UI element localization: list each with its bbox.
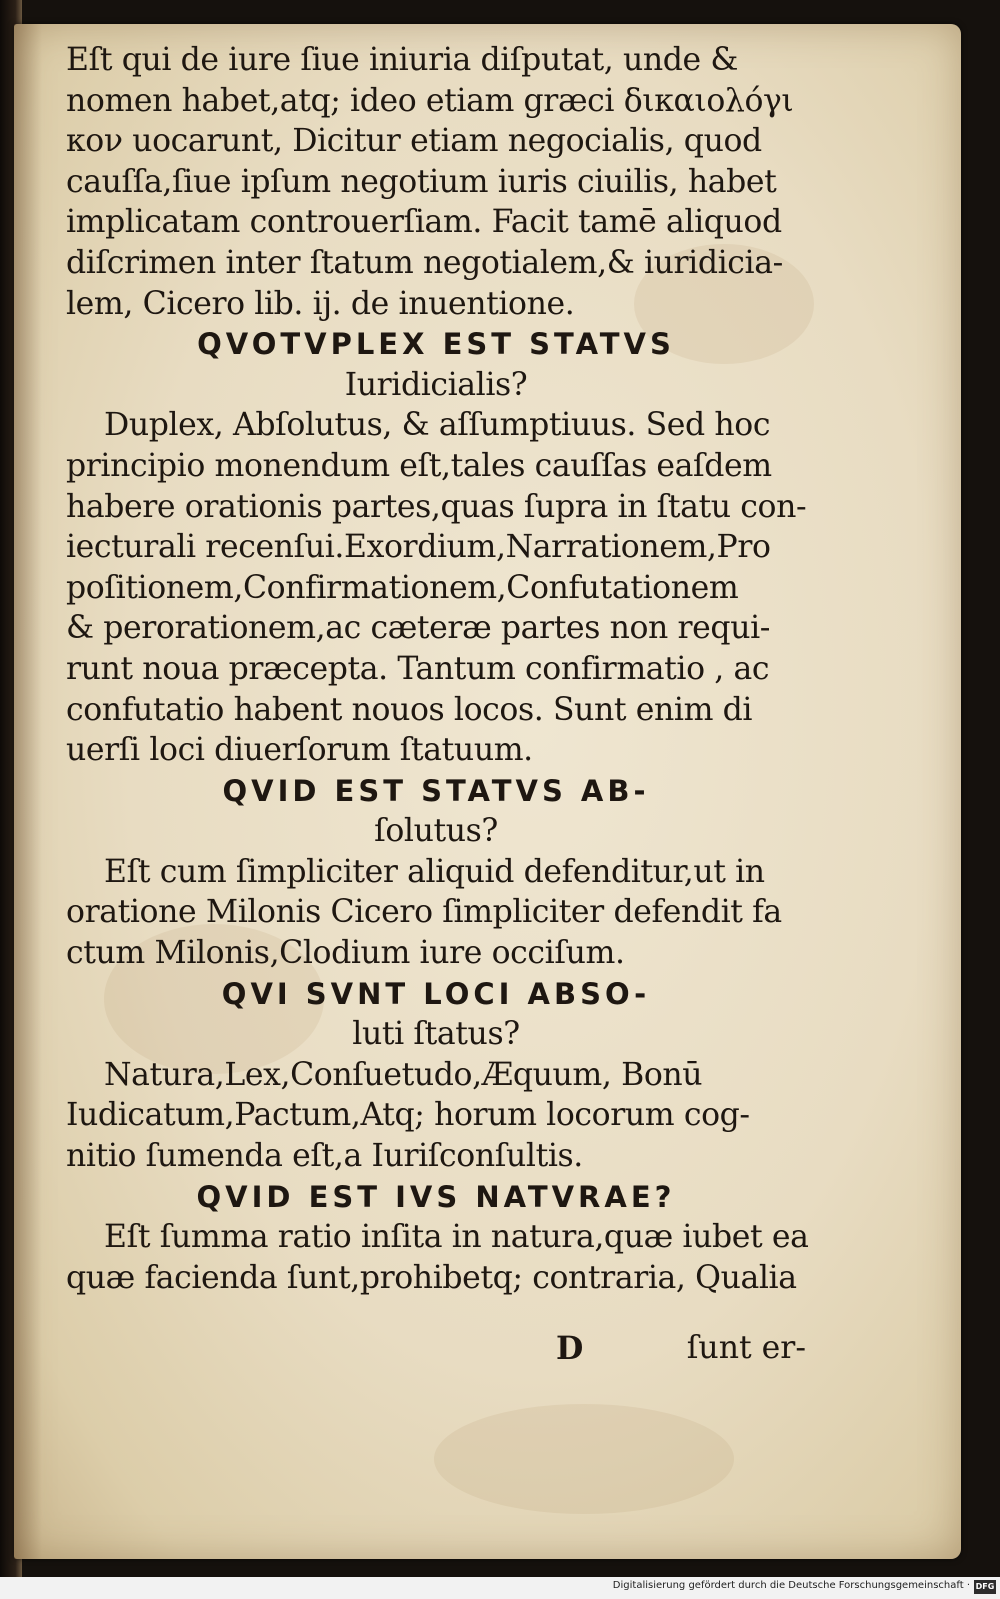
section-heading: QVID EST STATVS AB-: [222, 773, 650, 808]
section-heading-continued: luti ſtatus?: [352, 1016, 520, 1053]
funding-note: Digitalisierung gefördert durch die Deutsche Forschungsgemeinschaft ·: [612, 1580, 970, 1591]
text-line: nitio ſumenda eſt,a Iuriſconſultis.: [66, 1138, 583, 1175]
dfg-logo-icon: DFG: [974, 1580, 996, 1594]
text-block: [66, 40, 809, 1298]
text-line: κον uocarunt, Dicitur etiam negocialis, quod: [66, 123, 762, 160]
text-line: & perorationem,ac cæteræ partes non requi-: [66, 610, 770, 647]
section-heading: QVID EST IVS NATVRAE?: [196, 1179, 676, 1214]
section-heading: QVOTVPLEX EST STATVS: [197, 327, 675, 362]
text-line: diſcrimen inter ſtatum negotialem,& iuridicia-: [66, 244, 783, 281]
page-foot: [66, 1330, 806, 1374]
text-line: confutatio habent nouos locos. Sunt enim di: [66, 691, 753, 728]
section-heading-continued: ſolutus?: [374, 813, 498, 850]
signature-mark: D: [556, 1330, 584, 1367]
text-line: habere orationis partes,quas ſupra in ſtatu con-: [66, 488, 807, 525]
digitization-footer: [0, 1577, 1000, 1599]
text-line: cauſſa,ſiue ipſum negotium iuris ciuilis, habet: [66, 163, 777, 200]
text-line: Duplex, Abſolutus, & aſſumptiuus. Sed hoc: [104, 407, 771, 444]
text-line: Natura,Lex,Conſuetudo,Æquum, Bonū: [104, 1056, 703, 1093]
text-line: nomen habet,atq; ideo etiam græci δικαιολόγι: [66, 82, 794, 119]
section-heading: QVI SVNT LOCI ABSO-: [221, 976, 651, 1011]
text-line: oratione Milonis Cicero ſimpliciter defendit fa: [66, 894, 782, 931]
text-line: lem, Cicero lib. ij. de inuentione.: [66, 285, 575, 322]
text-line: Iudicatum,Pactum,Atq; horum locorum cog-: [66, 1097, 750, 1134]
text-line: ctum Milonis,Clodium iure occiſum.: [66, 935, 625, 972]
text-line: quæ facienda ſunt,prohibetq; contraria, Qualia: [66, 1259, 797, 1296]
catchword: ſunt er-: [686, 1330, 806, 1366]
text-line: uerſi loci diuerſorum ſtatuum.: [66, 732, 533, 769]
text-line: Eſt ſumma ratio inſita in natura,quæ iubet ea: [104, 1219, 809, 1256]
text-line: Eſt cum ſimpliciter aliquid defenditur,ut in: [104, 853, 765, 890]
paper-stain: [434, 1404, 734, 1514]
text-line: iecturali recenſui.Exordium,Narrationem,Pro: [66, 529, 771, 566]
text-line: Eſt qui de iure ſiue iniuria diſputat, unde &: [66, 42, 738, 78]
section-heading-continued: Iuridicialis?: [344, 366, 528, 403]
text-line: poſitionem,Confirmationem,Confutationem: [66, 569, 739, 606]
text-line: implicatam controuerſiam. Facit tamē aliquod: [66, 204, 782, 241]
text-line: runt noua præcepta. Tantum confirmatio , ac: [66, 650, 770, 687]
text-line: principio monendum eſt,tales cauſſas eaſdem: [66, 447, 772, 484]
